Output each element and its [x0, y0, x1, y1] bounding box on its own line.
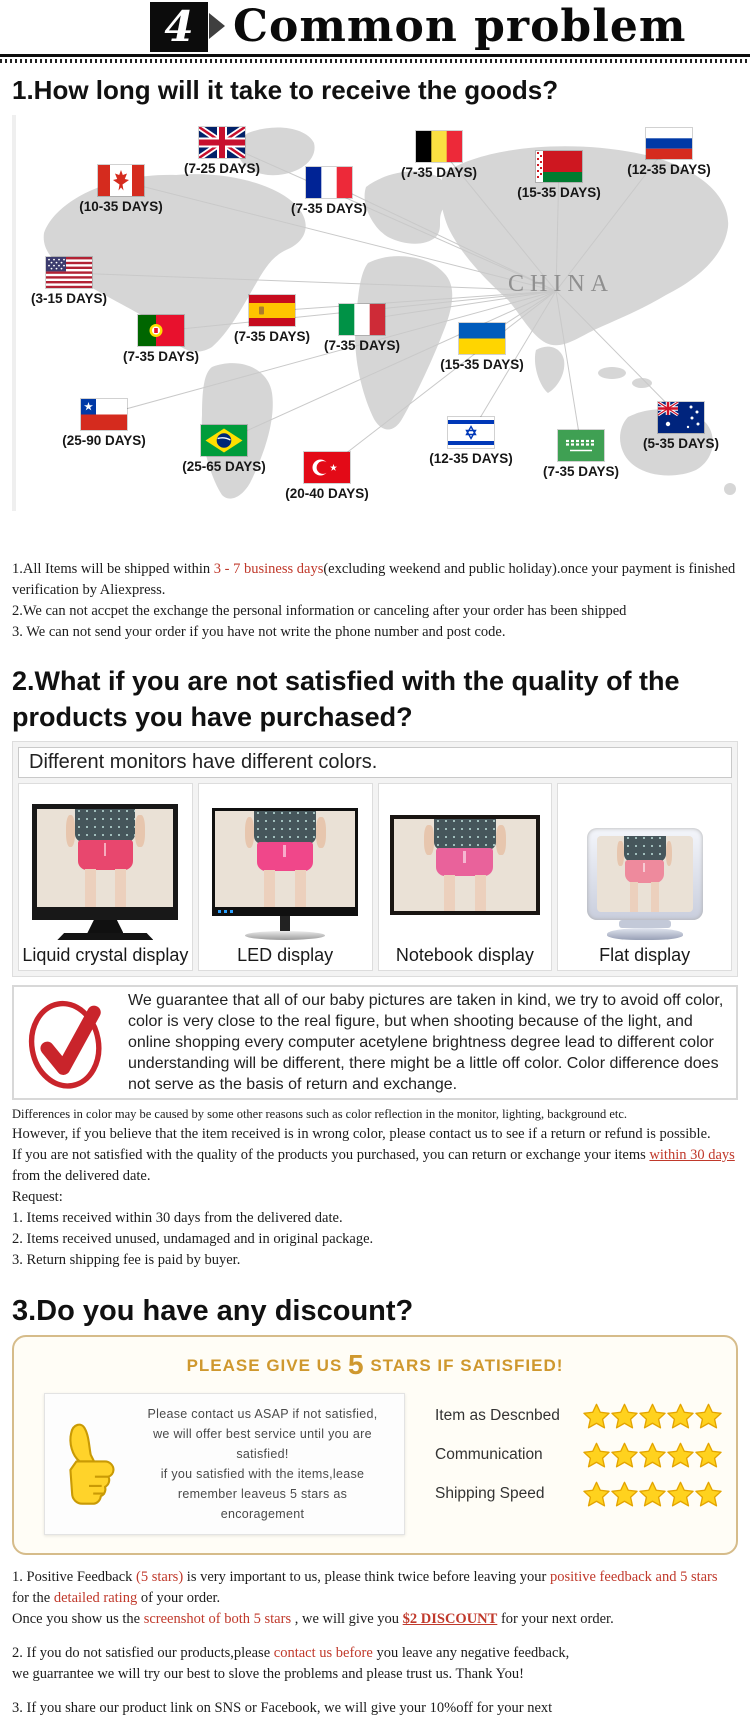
- service-note: [127, 1404, 398, 1524]
- monitor-cell-crt: [557, 783, 732, 971]
- page-title: Common problem: [233, 1, 687, 52]
- text-segment: for your next order.: [497, 1611, 614, 1627]
- monitor-cell-led: [198, 783, 373, 971]
- model-photo: [215, 811, 355, 907]
- monitor-cell-lcd: [18, 783, 193, 971]
- text-segment: 3. We can not send your order if you have not write the phone number and post code.: [12, 624, 506, 640]
- text-segment: Once you show us the: [12, 1611, 144, 1627]
- flag-days-label: (7-35 DAYS): [400, 165, 478, 180]
- text-segment: 2. If you do not satisfied our products,please: [12, 1645, 274, 1661]
- brazil-flag-icon: [201, 425, 247, 456]
- flag-uk: [183, 127, 261, 176]
- text-segment: (excluding weekend and public holiday).once your payment is finished verification by Aliexpress.: [12, 561, 736, 598]
- service-note-line: we will offer best service until you are: [153, 1427, 372, 1441]
- flag-days-label: (15-35 DAYS): [517, 185, 601, 200]
- text-segment: $2 DISCOUNT: [402, 1611, 498, 1627]
- star-icon: [611, 1481, 638, 1507]
- flag-days-label: (7-35 DAYS): [233, 329, 311, 344]
- flag-days-label: (7-35 DAYS): [122, 349, 200, 364]
- flag-days-label: (7-35 DAYS): [542, 464, 620, 479]
- star-icon: [611, 1403, 638, 1429]
- section2-heading: 2.What if you are not satisfied with the quality of the products you have purchased?: [12, 666, 680, 732]
- model-photo: [597, 836, 693, 912]
- text-segment: 1. Items received within 30 days from the delivered date.: [12, 1210, 343, 1226]
- flag-brazil: [182, 425, 266, 474]
- text-segment: Request:: [12, 1189, 63, 1205]
- footer-note: [12, 1664, 738, 1685]
- rating-row: [435, 1442, 722, 1468]
- star-rating: [583, 1481, 722, 1507]
- text-segment: 3. If you share our product link on SNS or Facebook, we will give your 10%off for your next: [12, 1700, 553, 1716]
- flag-usa: [30, 257, 108, 306]
- france-flag-icon: [306, 167, 352, 198]
- russia-flag-icon: [646, 128, 692, 159]
- flag-days-label: (20-40 DAYS): [285, 486, 369, 501]
- israel-flag-icon: [448, 417, 494, 448]
- chile-flag-icon: [81, 399, 127, 430]
- flag-portugal: [122, 315, 200, 364]
- flag-days-label: (25-65 DAYS): [182, 459, 266, 474]
- guarantee-text: We guarantee that all of our baby pictures are taken in kind, we try to avoid off color, color is very close to the real figure, but when shooting because of the light, and online shopping every computer acetylene brightness degree lead to different color understanding will be different, there might be a little off color. Color difference does not serve as the basis of return and exchange.: [128, 992, 724, 1093]
- model-photo: [37, 809, 173, 907]
- feedback-banner: [28, 1349, 722, 1381]
- text-segment: screenshot of both 5 stars: [143, 1611, 292, 1627]
- checkmark-icon: [22, 994, 112, 1092]
- text-segment: 1. Positive Feedback: [12, 1569, 137, 1585]
- text-segment: (5 stars): [136, 1569, 184, 1585]
- text-segment: , we will give you: [291, 1611, 403, 1627]
- portugal-flag-icon: [138, 315, 184, 346]
- flag-israel: [429, 417, 513, 466]
- return-policy-line: [12, 1250, 738, 1271]
- uk-flag-icon: [199, 127, 245, 158]
- saudi-arabia-flag-icon: [558, 430, 604, 461]
- turkey-flag-icon: [304, 452, 350, 483]
- header-rule: [0, 54, 750, 57]
- service-note-line: if you satisfied with the items,lease: [160, 1467, 365, 1481]
- service-note-box: [44, 1393, 405, 1535]
- flag-belarus: [517, 151, 601, 200]
- star-icon: [639, 1481, 666, 1507]
- star-rating: [583, 1442, 722, 1468]
- return-policy-text: [12, 1124, 738, 1271]
- belgium-flag-icon: [416, 131, 462, 162]
- arrow-right-icon: [209, 13, 225, 39]
- service-note-line: encoragement: [220, 1507, 305, 1521]
- rating-label: Item as Descnbed: [435, 1407, 560, 1424]
- canada-flag-icon: [98, 165, 144, 196]
- guarantee-panel: [12, 985, 738, 1100]
- text-segment: of your order.: [137, 1590, 221, 1606]
- belarus-flag-icon: [536, 151, 582, 182]
- shipping-note: [12, 601, 738, 622]
- flag-days-label: (10-35 DAYS): [79, 199, 163, 214]
- shipping-note: [12, 622, 738, 643]
- service-note-line: remember leaveus 5 stars as: [177, 1487, 348, 1501]
- italy-flag-icon: [339, 304, 385, 335]
- lcd-monitor-graphic: [21, 790, 190, 940]
- monitor-label: LED display: [237, 945, 334, 965]
- text-segment: contact us before: [273, 1645, 373, 1661]
- flag-days-label: (7-35 DAYS): [323, 338, 401, 353]
- flag-chile: [62, 399, 146, 448]
- star-icon: [639, 1442, 666, 1468]
- flag-australia: [642, 402, 720, 451]
- star-icon: [667, 1403, 694, 1429]
- star-rating: [583, 1403, 722, 1429]
- monitor-label: Liquid crystal display: [22, 945, 189, 965]
- star-icon: [695, 1403, 722, 1429]
- footer-note: [12, 1698, 738, 1719]
- rating-label: Communication: [435, 1446, 543, 1463]
- flag-canada: [79, 165, 163, 214]
- section1-heading: 1.How long will it take to receive the goods?: [12, 75, 559, 105]
- text-segment: PLEASE GIVE US: [186, 1356, 349, 1375]
- section3-heading: 3.Do you have any discount?: [12, 1295, 414, 1327]
- shipping-note: [12, 559, 738, 601]
- flag-days-label: (25-90 DAYS): [62, 433, 146, 448]
- flag-days-label: (3-15 DAYS): [30, 291, 108, 306]
- monitors-row: [18, 783, 732, 971]
- text-segment: we guarrantee we will try our best to slove the problems and please trust us. Thank You!: [12, 1666, 524, 1682]
- china-label: CHINA: [508, 271, 614, 297]
- monitors-title: Different monitors have different colors.: [18, 747, 732, 778]
- flag-belgium: [400, 131, 478, 180]
- text-segment: 1.All Items will be shipped within: [12, 561, 214, 577]
- text-segment: 2. Items received unused, undamaged and in original package.: [12, 1231, 374, 1247]
- return-policy-line: [12, 1229, 738, 1250]
- star-icon: [667, 1442, 694, 1468]
- text-segment: detailed rating: [53, 1590, 138, 1606]
- text-segment: 3. Return shipping fee is paid by buyer.: [12, 1252, 241, 1268]
- usa-flag-icon: [46, 257, 92, 288]
- footer-note: [12, 1609, 738, 1630]
- notebook-monitor-graphic: [381, 790, 550, 940]
- world-map: [12, 115, 742, 511]
- monitors-panel: [12, 741, 738, 977]
- star-icon: [695, 1442, 722, 1468]
- monitor-label: Flat display: [599, 945, 691, 965]
- flag-days-label: (12-35 DAYS): [627, 162, 711, 177]
- header-dotted-rule: [0, 59, 750, 63]
- text-segment: 5: [348, 1349, 365, 1380]
- rating-label: Shipping Speed: [435, 1485, 545, 1502]
- footer-note: [12, 1643, 738, 1664]
- text-segment: from the delivered date.: [12, 1168, 151, 1184]
- star-icon: [639, 1403, 666, 1429]
- star-icon: [583, 1481, 610, 1507]
- footer-note: [12, 1567, 738, 1609]
- color-fine-print: Differences in color may be caused by some other reasons such as color reflection in the monitor, lighting, background etc.: [12, 1107, 628, 1121]
- rating-row: [435, 1481, 722, 1507]
- text-segment: within 30 days: [649, 1147, 735, 1163]
- thumbs-up-icon: [51, 1417, 127, 1511]
- return-policy-line: [12, 1145, 738, 1187]
- text-segment: 2.We can not accpet the exchange the personal information or canceling after your order has been shipped: [12, 603, 627, 619]
- return-policy-line: [12, 1124, 738, 1145]
- text-segment: STARS IF SATISFIED!: [364, 1356, 564, 1375]
- flag-days-label: (7-25 DAYS): [183, 161, 261, 176]
- service-note-line: Please contact us ASAP if not satisfied,: [147, 1407, 378, 1421]
- led-monitor-graphic: [201, 790, 370, 940]
- monitor-label: Notebook display: [395, 945, 534, 965]
- text-segment: positive feedback and 5 stars: [550, 1569, 718, 1585]
- shipping-notes: [12, 559, 738, 643]
- flag-spain: [233, 295, 311, 344]
- spain-flag-icon: [249, 295, 295, 326]
- feedback-box: [12, 1335, 738, 1555]
- flag-turkey: [285, 452, 369, 501]
- text-segment: you leave any negative feedback,: [372, 1645, 570, 1661]
- section-number-badge: 4: [150, 2, 208, 52]
- footer-notes: [12, 1567, 738, 1719]
- page-header: [0, 0, 750, 54]
- flag-ukraine: [440, 323, 524, 372]
- return-policy-line: [12, 1187, 738, 1208]
- flag-days-label: (7-35 DAYS): [290, 201, 368, 216]
- text-segment: If you are not satisfied with the quality of the products you purchased, you can return or exchange your items: [12, 1147, 650, 1163]
- return-policy-line: [12, 1208, 738, 1229]
- crt-monitor-graphic: [560, 790, 729, 940]
- model-photo: [394, 819, 536, 911]
- flag-days-label: (15-35 DAYS): [440, 357, 524, 372]
- flag-days-label: (12-35 DAYS): [429, 451, 513, 466]
- star-icon: [667, 1481, 694, 1507]
- text-segment: 3 - 7 business days: [213, 561, 324, 577]
- star-icon: [583, 1403, 610, 1429]
- flag-france: [290, 167, 368, 216]
- text-segment: However, if you believe that the item received is in wrong color, please contact us to see if a return or refund is possible.: [12, 1126, 711, 1142]
- rating-row: [435, 1403, 722, 1429]
- service-note-line: satisfied!: [236, 1447, 289, 1461]
- flag-saudi-arabia: [542, 430, 620, 479]
- text-segment: is very important to us, please think twice before leaving your: [183, 1569, 551, 1585]
- australia-flag-icon: [658, 402, 704, 433]
- flag-russia: [627, 128, 711, 177]
- ratings-list: [435, 1393, 722, 1520]
- star-icon: [583, 1442, 610, 1468]
- ukraine-flag-icon: [459, 323, 505, 354]
- flag-italy: [323, 304, 401, 353]
- monitor-cell-notebook: [378, 783, 553, 971]
- text-segment: for the: [12, 1590, 54, 1606]
- star-icon: [695, 1481, 722, 1507]
- flag-days-label: (5-35 DAYS): [642, 436, 720, 451]
- star-icon: [611, 1442, 638, 1468]
